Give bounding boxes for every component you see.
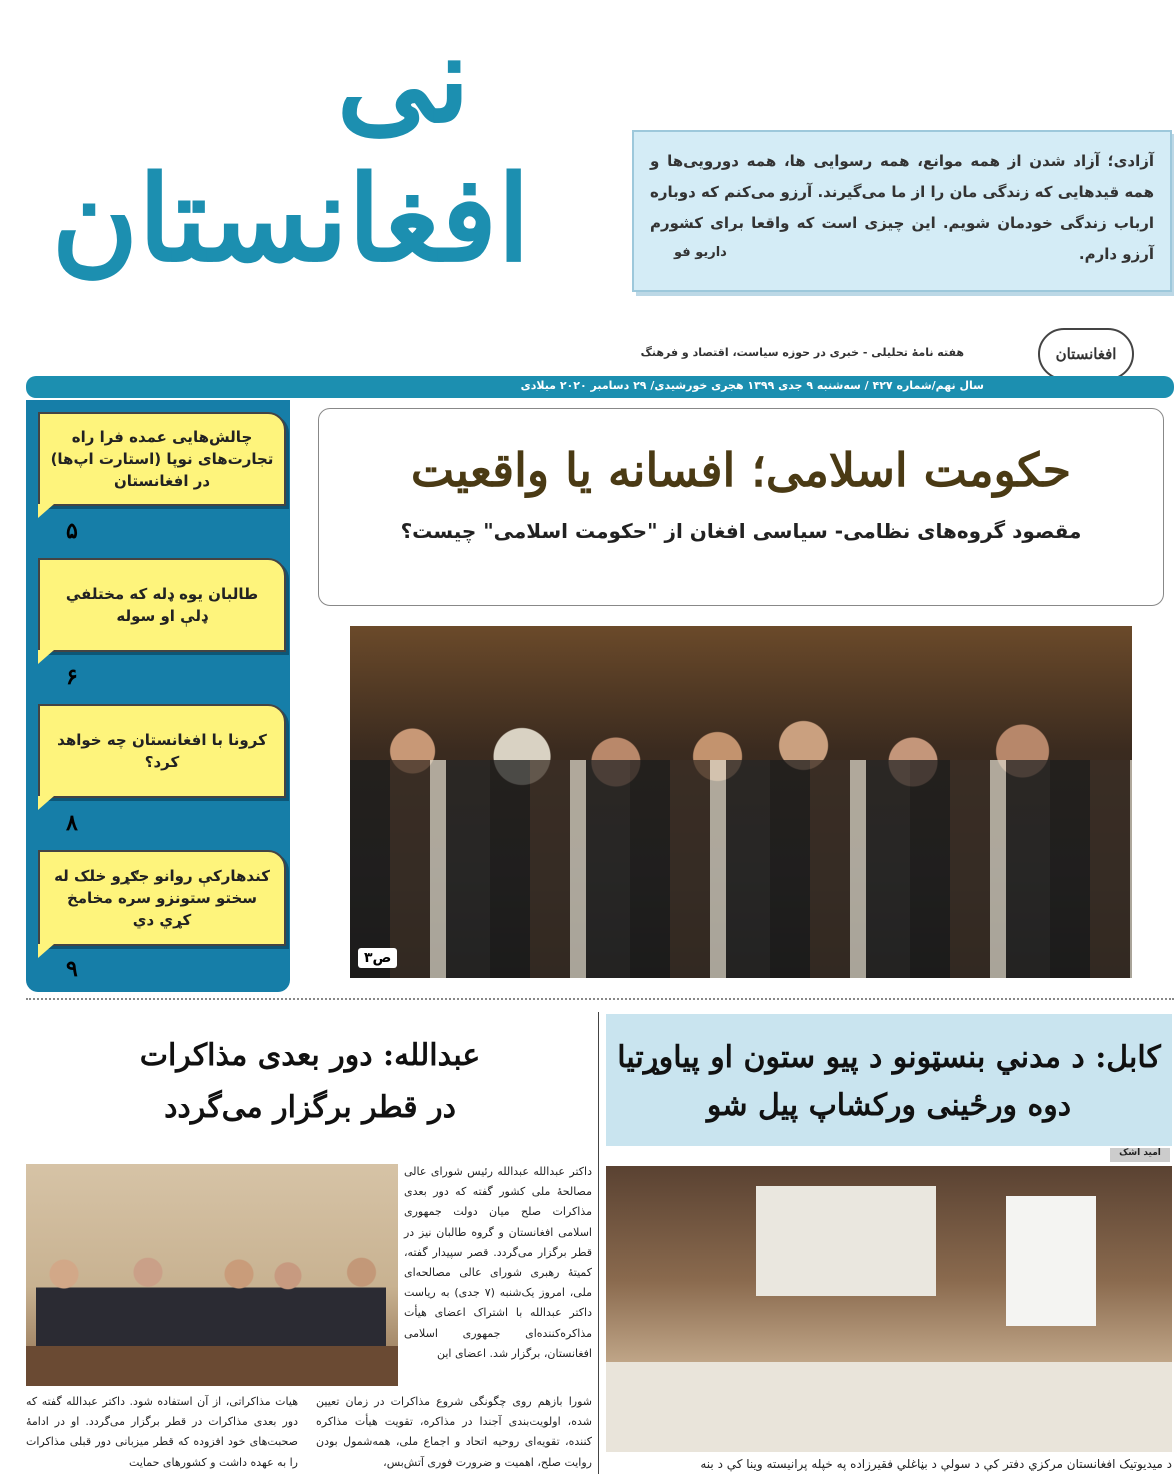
photo-floor (26, 1346, 398, 1386)
article-column: هیات مذاکراتی، از آن استفاده شود. داکتر عبدالله گفته که دور بعدی مذاکرات در قطر برگزار می‌گردد. او در ادامهٔ صحبت‌های خود افزوده که قطر میزبانی دور قبلی مذاکرات را به عهده داشت و کشورهای حمایت (26, 1395, 298, 1469)
column-divider (598, 1012, 599, 1474)
dari-title-line1: عبدالله: دور بعدی مذاکرات (139, 1038, 481, 1073)
quote-author: داریو فو (674, 245, 727, 260)
quote-box (632, 130, 1172, 292)
photo-whiteboard (1006, 1196, 1096, 1326)
seal-logo: افغانستان (1038, 328, 1134, 380)
photo-people (36, 1256, 386, 1346)
contents-item[interactable]: کندهارکې روانو جګړو خلک له سختو ستونزو سره مخامخ کړي دي (38, 850, 286, 946)
lead-headline[interactable]: حکومت اسلامی؛ افسانه یا واقعیت (410, 443, 1072, 497)
logo-word-bottom: افغانستان (51, 149, 530, 288)
tagline: هفته نامهٔ تحلیلی - خبری در حوزه سیاست، اقتصاد و فرهنگ (640, 346, 964, 359)
lead-subheadline: مقصود گروه‌های نظامی- سیاسی افغان از "حکومت اسلامی" چیست؟ (400, 519, 1082, 543)
workshop-caption: د میدیوتیک افغانستان مرکزي دفتر کې د سولې د بڼاغلي فقیرزاده په خپله پرانیسته وینا کې د بنه (700, 1457, 1172, 1471)
section-divider (26, 998, 1174, 1002)
contents-item[interactable]: چالش‌هایی عمده فرا راه تجارت‌های نوپا (استارت اپ‌ها) در افغانستان (38, 412, 286, 506)
lead-headline-box (318, 408, 1164, 606)
contents-item[interactable]: طالبان یوه ډله که مختلفي ډلې او سوله (38, 558, 286, 652)
dari-story-title[interactable] (30, 1030, 590, 1134)
contents-page-number: ۶ (66, 664, 78, 690)
pashto-title-line2: دوه ورځینی ورکشاپ پیل شو (706, 1088, 1072, 1123)
lead-photo[interactable] (350, 626, 1132, 978)
photo-table (606, 1362, 1172, 1452)
article-column: شورا بازهم روی چگونگی شروع مذاکرات در زمان تعیین شده، اولویت‌بندی آجندا در مذاکره، تقویت هیأت مذاکره کننده، تقویه‌ای روحیه اتحاد و اجماع ملی، همه‌شمول بودن روایت صلح، اهمیت و ضرورت فوری آتش‌بس، (316, 1395, 592, 1469)
photo-crowd (350, 760, 1132, 978)
quote-text: آزادی؛ آزاد شدن از همه موانع، همه رسوایی ها، همه دورویی‌ها و همه قیدهایی که زندگی مان را از ما می‌گیرند. آرزو می‌کنم که دوباره ارباب زندگی خودمان شویم. این چیزی است که واقعا برای کشورم آرزو دارم. (650, 152, 1154, 263)
photo-banner (756, 1186, 936, 1296)
dateline-bar: سال نهم/شماره ۴۲۷ / سه‌شنبه ۹ جدی ۱۳۹۹ هجری خورشیدی/ ۲۹ دسامبر ۲۰۲۰ میلادی (26, 376, 1174, 398)
photo-byline: امید اشک (1110, 1148, 1170, 1162)
photo-page-tag: ص۳ (358, 948, 397, 968)
newspaper-logo (51, 9, 530, 370)
pashto-title-line1: کابل: د مدني بنسټونو د پیو ستون او پیاوړتیا (617, 1040, 1161, 1075)
contents-page-number: ۵ (66, 518, 78, 544)
contents-page-number: ۹ (66, 956, 78, 982)
dari-title-line2: در قطر برگزار می‌گردد (164, 1090, 456, 1125)
contents-page-number: ۸ (66, 810, 78, 836)
contents-sidebar (26, 400, 290, 992)
pashto-story-title[interactable] (606, 1014, 1172, 1146)
article-column: داکتر عبدالله عبدالله رئیس شورای عالی مصالحهٔ ملی کشور گفته که دور بعدی مذاکرات صلح میان دولت جمهوری اسلامی افغانستان و گروه طالبان نیز در قطر برگزار می‌گردد. قصر سپیدار گفته، کمیتهٔ رهبری شورای عالی مصالحه‌ای ملی، امروز یک‌شنبه (۷ جدی) به ریاست داکتر عبدالله با اشتراک اعضای هیأت مذاکره‌کننده‌ای جمهوری اسلامی افغانستان، برگزار شد. اعضای این (404, 1165, 592, 1360)
meeting-photo[interactable] (26, 1164, 398, 1386)
logo-word-top: نی (336, 9, 470, 150)
workshop-photo[interactable] (606, 1166, 1172, 1452)
contents-item[interactable]: کرونا با افغانستان چه خواهد کرد؟ (38, 704, 286, 798)
